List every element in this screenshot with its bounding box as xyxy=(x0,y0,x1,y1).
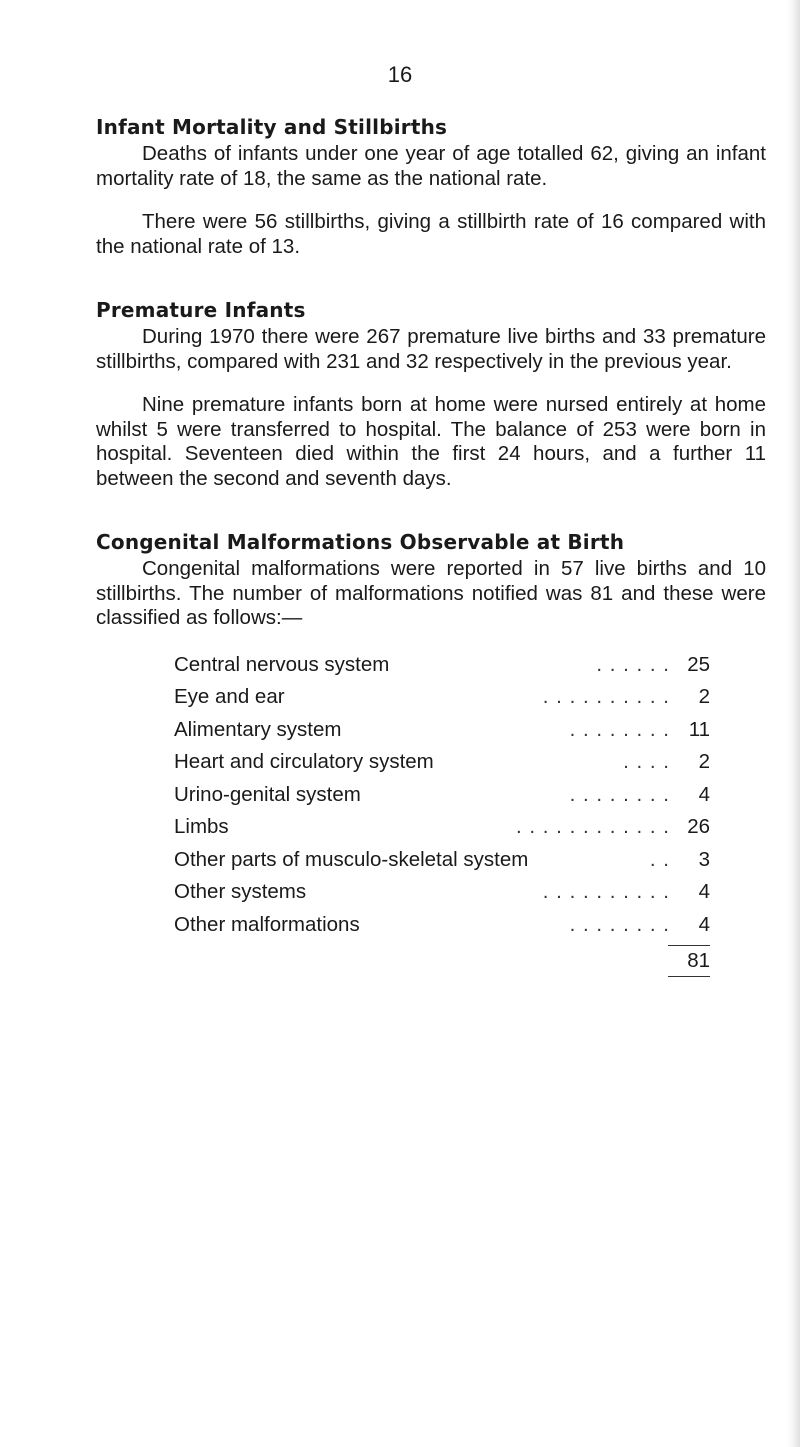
leader-dots: . . xyxy=(649,847,670,871)
total-value: 81 xyxy=(687,949,710,972)
leader-dots: . . . . . . xyxy=(596,652,670,676)
row-value: 4 xyxy=(698,782,710,806)
row-value: 26 xyxy=(687,815,710,838)
leader-dots: . . . . . . . . . . xyxy=(542,685,670,708)
total-bottom-rule xyxy=(668,976,710,977)
row-label: Alimentary system xyxy=(174,717,342,741)
table-row xyxy=(174,880,710,913)
paragraph: Nine premature infants born at home were nursed entirely at home whilst 5 were transferred to hospital. The balance of 253 were born in hospital. Seventeen died within the first 24 hours, and a further 11 between the second and seventh days. xyxy=(96,393,766,490)
row-value: 3 xyxy=(698,847,710,871)
row-label: Central nervous system xyxy=(174,652,390,676)
row-label: Urino-genital system xyxy=(174,782,361,806)
scan-edge-shadow xyxy=(786,0,800,1447)
row-label: Eye and ear xyxy=(174,685,285,708)
paragraph: Deaths of infants under one year of age totalled 62, giving an infant mortality rate of 18, the same as the national rate. xyxy=(96,142,766,190)
malformations-table xyxy=(174,653,710,978)
table-row xyxy=(174,783,710,816)
table-row xyxy=(174,718,710,751)
heading-premature-infants: Premature Infants xyxy=(96,298,306,322)
row-label: Other malformations xyxy=(174,912,360,936)
leader-dots: . . . . . . . . xyxy=(569,912,670,936)
row-label: Heart and circulatory system xyxy=(174,750,434,773)
paragraph: Congenital malformations were reported in 57 live births and 10 stillbirths. The number of malformations notified was 81 and these were classified as follows:— xyxy=(96,557,766,629)
row-value: 11 xyxy=(688,717,710,741)
row-value: 2 xyxy=(698,750,710,773)
leader-dots: . . . . . . . . xyxy=(569,717,670,741)
paragraph: During 1970 there were 267 premature live births and 33 premature stillbirths, compared with 231 and 32 respectively in the previous year. xyxy=(96,325,766,373)
heading-infant-mortality: Infant Mortality and Stillbirths xyxy=(96,115,448,139)
table-row xyxy=(174,685,710,718)
row-value: 25 xyxy=(687,652,710,676)
row-value: 2 xyxy=(698,685,710,708)
page-number: 16 xyxy=(387,62,413,87)
row-label: Other systems xyxy=(174,880,307,903)
table-row xyxy=(174,815,710,848)
leader-dots: . . . . . . . . . . . . xyxy=(516,815,670,838)
row-label: Other parts of musculo-skeletal system xyxy=(174,847,529,871)
table-row xyxy=(174,848,710,881)
row-value: 4 xyxy=(698,912,710,936)
leader-dots: . . . . . . . . . . xyxy=(542,880,670,903)
row-label: Limbs xyxy=(174,815,229,838)
table-row xyxy=(174,913,710,946)
heading-congenital-malformations: Congenital Malformations Observable at Birth xyxy=(96,530,625,554)
paragraph: There were 56 stillbirths, giving a stillbirth rate of 16 compared with the national rate of 13. xyxy=(96,210,766,258)
leader-dots: . . . . . . . . xyxy=(569,782,670,806)
page-content xyxy=(96,112,766,977)
total-block xyxy=(660,945,710,977)
row-value: 4 xyxy=(698,880,710,903)
table-row xyxy=(174,653,710,686)
leader-dots: . . . . xyxy=(623,750,670,773)
table-row xyxy=(174,750,710,783)
